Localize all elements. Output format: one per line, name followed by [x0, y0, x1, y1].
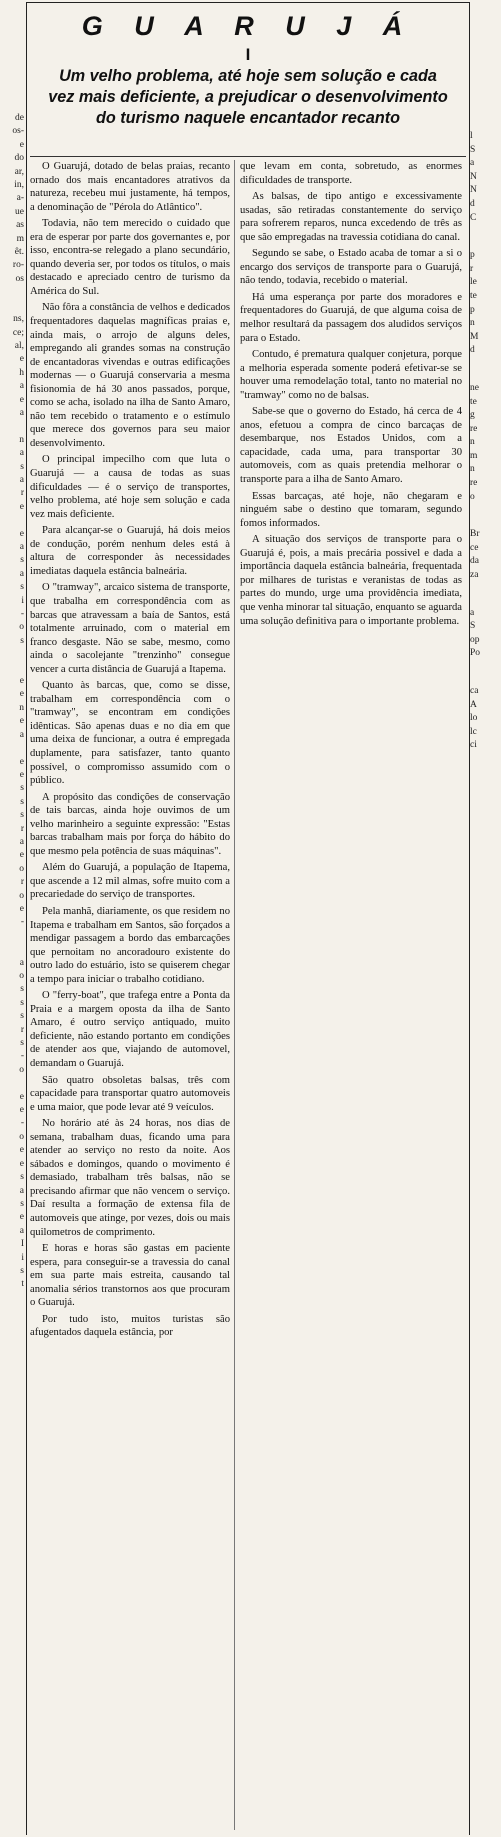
left-fragment: al, [14, 340, 24, 351]
left-fragment: s [20, 582, 24, 593]
paragraph: Todavia, não tem merecido o cuidado que era de esperar por parte dos governantes e, por isso, encontra-se relegado a plano secundário, quando deveria ser, por todos os títulos, o mais destacado e apreciado centro de turismo da América do Sul. [30, 218, 230, 297]
right-fragment: ce [470, 542, 479, 553]
paragraph: No horário até às 24 horas, nos dias de semana, trabalham duas, ficando uma para atender ao serviço no resto da noite. Aos sábados e domingos, quando o movimento é demasiado, trabalham três balsas, não se precisando afirmar que não vencem o serviço. Daí resulta a formação de extensa fila de automoveis que atinge, por vezes, dois ou mais quilometros de comprimento. [30, 1118, 230, 1238]
right-fragment: d [470, 198, 475, 209]
right-fragment: r [470, 263, 474, 274]
right-fragment: M [470, 331, 479, 342]
right-fragment: za [470, 570, 479, 581]
left-fragment: s [20, 783, 24, 794]
left-fragment: e [19, 903, 24, 914]
paragraph: Sabe-se que o governo do Estado, há cerca de 4 anos, efetuou a compra de cinco barcaças de desembarque, nos Estados Unidos, com a capacidade, cada uma, para transportar 30 automoveis, com as quais pretendia melhorar o transporte para a ilha de Santo Amaro. [240, 406, 462, 486]
left-fragment: a [19, 474, 24, 485]
right-fragment: te [470, 290, 477, 301]
left-fragment: r [20, 1024, 24, 1035]
left-fragment: e [19, 769, 24, 780]
left-fragment: e [19, 1212, 24, 1223]
right-fragment: Br [470, 529, 480, 540]
paragraph: O "ferry-boat", que trafega entre a Ponta da Praia e a margem oposta da ilha de Santo Amaro, é outro serviço antiquado, muito deficiente, não estando portanto em condições de atender aos que, viajando de automovel, demandam o Guarujá. [30, 990, 230, 1069]
left-fragment: s [20, 796, 24, 807]
right-fragment: re [470, 478, 478, 489]
left-fragment: e [19, 501, 24, 512]
left-fragment: e [19, 756, 24, 767]
right-fragment-group [470, 607, 501, 661]
right-fragment: S [470, 621, 476, 632]
subtitle-line: Um velho problema, até hoje sem solução e cada [59, 67, 437, 85]
right-fragment: N [470, 185, 477, 196]
left-fragment: s [20, 997, 24, 1008]
left-fragment: e [19, 850, 24, 861]
paragraph: A situação dos serviços de transporte para o Guarujá é, pois, a mais precária possivel e dada a importância daquela estância balneária, frequentada por milhares de turistas e veranistas de todas as partes do mundo, urge uma providência imediata, que venha minorar tal situação, enquanto se aguarda uma solução definitiva para o importante problema. [240, 534, 462, 627]
paragraph: Essas barcaças, até hoje, não chegaram e ninguém sabe o destino que tomaram, segundo fomos informados. [240, 490, 462, 529]
left-fragment: a [19, 836, 24, 847]
paragraph: A propósito das condições de conservação de tais barcas, ainda hoje ouvimos de um velho marinheiro a seguinte expressão: "Estas barcas trabalham mais por força do hábito do que mesmo pela potência de suas máquinas". [30, 791, 230, 857]
left-fragment: a [19, 1185, 24, 1196]
paragraph: Segundo se sabe, o Estado acaba de tomar a si o encargo dos serviços de transporte para o Guarujá, não tendo, todavia, recebido o material. [240, 248, 462, 287]
right-fragment: p [470, 250, 475, 261]
left-fragment: s [20, 1265, 24, 1276]
left-fragment: e [19, 689, 24, 700]
right-fragment: te [470, 396, 477, 407]
left-fragment: e [19, 1158, 24, 1169]
paragraph: Para alcançar-se o Guarujá, há dois meios de condução, porém nenhum deles está à altura de corresponder às necessidades imediatas daquela estância balneária. [30, 525, 230, 577]
left-fragment: a [19, 381, 24, 392]
left-fragment: o [19, 1131, 24, 1142]
subtitle-line: vez mais deficiente, a prejudicar o desenvolvimento [48, 88, 448, 106]
article-column-right [240, 160, 462, 631]
right-fragment: Po [470, 648, 481, 659]
paragraph: O Guarujá, dotado de belas praias, recanto ornado dos mais encantadores atrativos da natureza, recebeu mui justamente, há tempos, a denominação de "Pérola do Atlântico". [30, 161, 230, 213]
left-fragment: - [20, 1118, 24, 1129]
paragraph: Quanto às barcas, que, como se disse, trabalham em correspondência com o "tramway", se encontram em condições idênticas. São apenas duas e no dia em que uma deixa de funcionar, a outra é empregada duplamente, para satisfazer, tanto quanto possível, o compromisso assumido com o público. [30, 680, 230, 787]
left-fragment: e [19, 139, 24, 150]
left-fragment: a [19, 542, 24, 552]
left-adjacent-column-fragments [0, 112, 24, 1292]
left-fragment: r [20, 488, 24, 499]
left-fragment: e [19, 716, 24, 727]
right-fragment: n [470, 437, 475, 448]
right-adjacent-column-fragments [470, 130, 501, 777]
left-fragment: a- [16, 193, 24, 204]
left-fragment: a [19, 407, 24, 418]
right-fragment-group [470, 528, 501, 582]
right-fragment: l [470, 131, 473, 141]
left-fragment: a [19, 729, 24, 740]
left-fragment: e [19, 354, 24, 365]
right-fragment: ne [470, 382, 479, 393]
column-divider [234, 160, 235, 1830]
left-fragment [0, 943, 24, 956]
left-fragment: ue [15, 206, 24, 217]
left-fragment: s [20, 810, 24, 821]
paragraph: São quatro obsoletas balsas, três com capacidade para transportar quatro automoveis e uma maior, que pode levar até 9 veículos. [30, 1074, 230, 1113]
right-fragment-group [470, 249, 501, 358]
right-fragment: m [470, 450, 478, 461]
left-fragment [0, 514, 24, 527]
left-fragment: as [16, 220, 24, 231]
left-fragment [0, 662, 24, 675]
right-fragment: N [470, 171, 477, 182]
right-fragment: n [470, 318, 475, 329]
left-fragment: o [19, 971, 24, 981]
right-fragment-group [470, 685, 501, 753]
subtitle-line: do turismo naquele encantador recanto [95, 109, 401, 127]
right-fragment: re [470, 423, 478, 434]
paragraph: Além do Guarujá, a população de Itapema, que ascende a 12 mil almas, sofre muito com a precariedade do serviço de transportes. [30, 862, 230, 901]
article-header [28, 6, 468, 129]
right-fragment: le [470, 277, 477, 288]
left-fragment: - [20, 917, 24, 928]
left-fragment: os [15, 273, 24, 284]
paragraph: Pela manhã, diariamente, os que residem no Itapema e trabalham em Santos, são forçados a mendigar passagem a bordo das embarcações que pernoitam no ancoradouro existente do outro lado do estuário, isto se quiserem chegar a tempo para iniciar o trabalho cotidiano. [30, 905, 230, 985]
left-fragment: - [20, 609, 24, 620]
left-fragment: s [20, 555, 24, 566]
left-fragment: s [20, 461, 24, 472]
paragraph: E horas e horas são gastas em paciente espera, para conseguir-se a travessia do canal em sua parte mais estreita, causando tal anomalia sérios transtornos aos que procuram o Guarujá. [30, 1243, 230, 1309]
article-column-left [30, 160, 230, 1343]
article-subtitle [28, 66, 468, 129]
left-fragment: s [20, 984, 24, 995]
right-fragment: p [470, 304, 475, 315]
left-fragment: e [19, 394, 24, 405]
left-fragment: ar, [14, 166, 24, 177]
left-fragment [0, 930, 24, 943]
left-fragment [0, 1077, 24, 1090]
left-fragment: a [19, 1225, 24, 1236]
right-fragment: g [470, 410, 475, 421]
left-fragment: s [20, 1038, 24, 1049]
left-fragment: do [14, 153, 24, 164]
left-fragment: i [21, 595, 24, 606]
left-fragment: de [15, 113, 24, 123]
right-fragment: o [470, 491, 475, 502]
left-fragment: r [20, 877, 24, 888]
left-fragment: s [20, 1198, 24, 1209]
article-title: G U A R U J Á [81, 11, 415, 41]
right-fragment: d [470, 345, 475, 356]
left-fragment: s [20, 1172, 24, 1183]
right-fragment: A [470, 699, 477, 710]
header-divider [30, 156, 466, 157]
paragraph: Por tudo isto, muitos turistas são afugentados daquela estância, por [30, 1313, 230, 1339]
left-fragment: e [19, 1105, 24, 1116]
right-fragment: ci [470, 740, 477, 751]
paragraph: que levam em conta, sobretudo, as enormes dificuldades de transporte. [240, 161, 462, 186]
left-fragment [0, 420, 24, 433]
left-fragment [0, 286, 24, 299]
left-fragment [0, 300, 24, 313]
right-fragment: a [470, 158, 475, 169]
left-fragment: r [20, 823, 24, 834]
left-fragment: êt. [14, 247, 24, 258]
paragraph: O principal impecilho com que luta o Guarujá — a causa de todas as suas dificuldades — é o serviço de transportes, velho problema, até hoje sem solução e cada vez mais deficiente. [30, 454, 230, 520]
left-fragment: I [20, 1239, 24, 1250]
left-fragment: os- [12, 126, 24, 137]
left-fragment: e [19, 1091, 24, 1102]
left-fragment: i [21, 1252, 24, 1263]
right-fragment: C [470, 212, 477, 223]
left-fragment: o [19, 622, 24, 633]
paragraph: Não fôra a constância de velhos e dedicados frequentadores daquelas magníficas praias e, ainda mais, o arrojo de alguns deles, empregando ali grandes somas na construção de encantadoras vivendas e outras edificações modernas — o Guarujá conservaria a mesma fisionomia de há 30 anos passados, porque, como se acha, isolado na ilha de Santo Amaro, não tem recebido o tratamento e o estímulo que merece dos governos para seu maior desenvolvimento. [30, 302, 230, 449]
paragraph: O "tramway", arcaico sistema de transporte, que trabalha em correspondência com as barcas que atravessam a baía de Santos, está totalmente arruinado, com o material em franco desgaste. Não se sabe, mesmo, como ainda o sacolejante "trenzinho" consegue vencer a curta distância de Guarujá a Itapema. [30, 582, 230, 675]
left-fragment: s [20, 635, 24, 646]
left-fragment: a [19, 957, 24, 968]
left-fragment: ns, [13, 314, 24, 325]
left-fragment [0, 648, 24, 661]
left-fragment: m [16, 233, 24, 244]
paragraph: Há uma esperança por parte dos moradores e frequentadores do Guarujá, de que alguma coisa de melhor resultará da passagem dos aludidos serviços para o Estado. [240, 291, 462, 344]
left-fragment: t [21, 1279, 24, 1290]
left-fragment: - [20, 1051, 24, 1062]
left-fragment: n [19, 702, 24, 713]
right-fragment: ca [470, 686, 479, 696]
right-fragment: lo [470, 713, 478, 724]
right-fragment-group [470, 382, 501, 504]
paragraph: Contudo, é prematura qualquer conjetura, porque a melhoria esperada somente poderá efetivar-se se houver uma remodelação total, tanto no material no "tramway" como no de balsas. [240, 349, 462, 401]
left-fragment: ro- [12, 260, 24, 271]
left-fragment: h [19, 367, 24, 378]
left-fragment: e [19, 1145, 24, 1156]
left-fragment: e [19, 528, 24, 539]
paragraph: As balsas, de tipo antigo e excessivamente usadas, são retiradas constantemente do serviço para sofrerem reparos, nunca excedendo de três as que são empregadas na travessia cotidiana do canal. [240, 191, 462, 243]
left-fragment: e [19, 676, 24, 687]
right-fragment-group [470, 130, 501, 225]
left-fragment: ce; [12, 327, 24, 338]
left-fragment: s [20, 1011, 24, 1022]
right-fragment: S [470, 144, 476, 155]
left-fragment: o [19, 890, 24, 901]
left-fragment: a [19, 448, 24, 459]
left-fragment: o [19, 863, 24, 874]
left-fragment: in, [14, 180, 24, 191]
left-fragment: n [19, 434, 24, 445]
section-number: I [245, 45, 251, 64]
right-fragment: op [470, 634, 480, 645]
left-fragment: a [19, 568, 24, 579]
left-fragment: o [19, 1064, 24, 1075]
left-fragment [0, 742, 24, 755]
right-fragment: da [470, 556, 479, 567]
right-fragment: lc [470, 726, 477, 737]
right-fragment: n [470, 464, 475, 475]
right-fragment: a [470, 607, 475, 618]
